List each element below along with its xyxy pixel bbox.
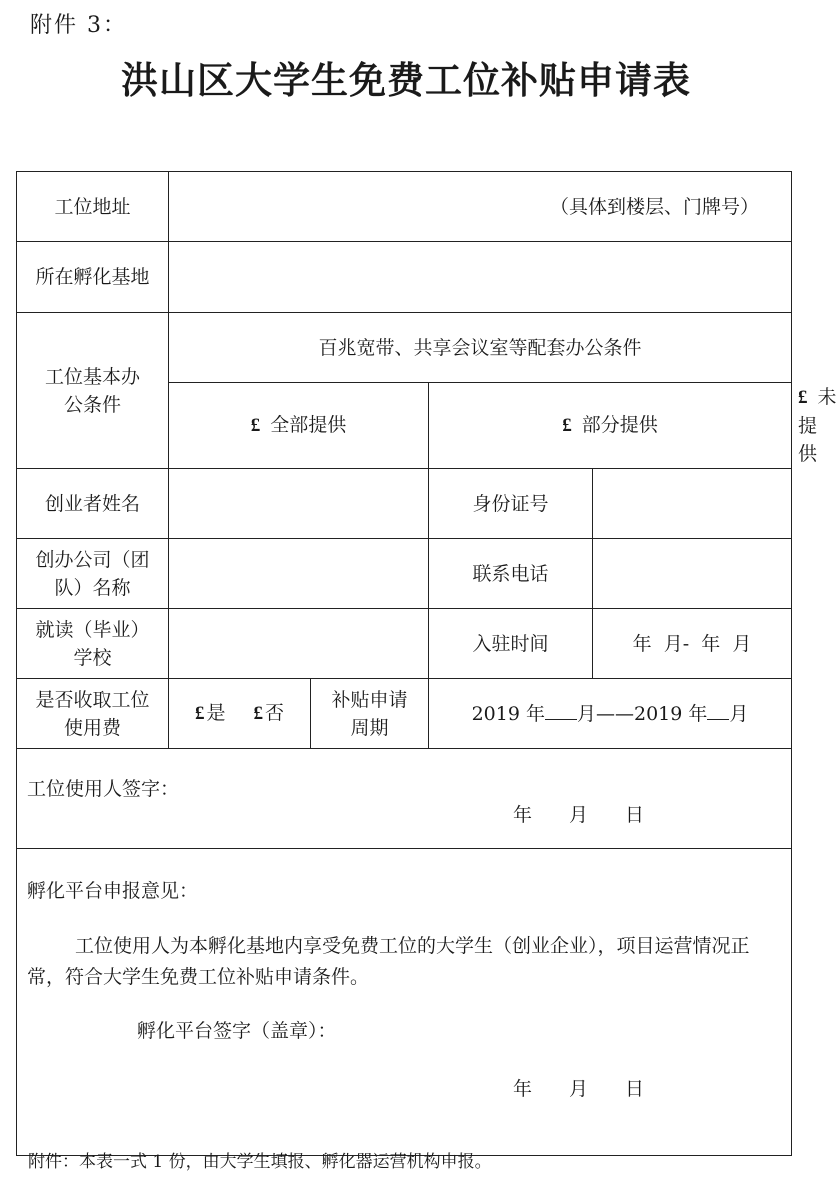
- row-workstation-address: [17, 172, 792, 242]
- option-partially-provided[interactable]: [429, 383, 792, 469]
- fee-label: [17, 679, 169, 749]
- fee-options: [169, 679, 311, 749]
- subsidy-period-label: [311, 679, 429, 749]
- workstation-address-label: 工位地址: [17, 172, 169, 242]
- office-conditions-description: 百兆宽带、共享会议室等配套办公条件: [169, 313, 792, 383]
- blank-end-month[interactable]: [707, 701, 729, 720]
- checkbox-icon[interactable]: £: [562, 415, 572, 436]
- fee-label-text: 是否收取工位使用费: [35, 688, 150, 739]
- user-signature-cell[interactable]: [17, 749, 792, 849]
- fee-no-label: 否: [265, 702, 285, 724]
- id-number-label: 身份证号: [429, 469, 593, 539]
- footnote: 附件：本表一式 1 份，由大学生填报、孵化器运营机构申报。: [28, 1152, 492, 1172]
- subsidy-period-label-text: 补贴申请周期: [331, 688, 408, 739]
- platform-opinion-date: [513, 1075, 681, 1103]
- workstation-address-hint: （具体到楼层、门牌号）: [550, 195, 760, 218]
- company-name-label: [17, 539, 169, 609]
- founder-name-field[interactable]: [169, 469, 429, 539]
- incubation-base-field[interactable]: [169, 242, 792, 313]
- blank-start-month[interactable]: [545, 701, 577, 720]
- office-conditions-label-text: 工位基本办公条件: [44, 365, 140, 416]
- subsidy-end-month: 月: [729, 702, 749, 725]
- platform-opinion-label: 孵化平台申报意见：: [27, 880, 199, 902]
- application-form-table: [16, 171, 837, 1156]
- row-office-conditions: [17, 313, 792, 383]
- company-name-label-text: 创办公司（团队）名称: [35, 548, 150, 599]
- form-title: 洪山区大学生免费工位补贴申请表: [121, 58, 691, 102]
- attachment-label: 附件 3：: [30, 13, 127, 38]
- row-incubation-base: [17, 242, 792, 313]
- phone-field[interactable]: [593, 539, 792, 609]
- row-user-signature: [17, 749, 792, 849]
- row-school: [17, 609, 792, 679]
- option-label: 未提供: [798, 386, 837, 465]
- office-conditions-label: [17, 313, 169, 469]
- incubation-base-label: 所在孵化基地: [17, 242, 169, 313]
- fee-no-option[interactable]: [254, 702, 285, 724]
- platform-opinion-text: 工位使用人为本孵化基地内享受免费工位的大学生（创业企业），项目运营情况正常，符合大学生免费工位补贴申请条件。: [27, 935, 750, 988]
- date-year: 年: [513, 1078, 533, 1100]
- date-day: 日: [625, 1078, 645, 1100]
- school-label: [17, 609, 169, 679]
- option-all-provided[interactable]: [169, 383, 429, 469]
- checkbox-icon[interactable]: £: [253, 703, 264, 724]
- school-field[interactable]: [169, 609, 429, 679]
- founder-name-label: 创业者姓名: [17, 469, 169, 539]
- move-in-field[interactable]: 年 月- 年 月: [593, 609, 792, 679]
- subsidy-start-year: 2019 年: [471, 702, 545, 725]
- date-month: 月: [569, 1078, 589, 1100]
- platform-opinion-cell[interactable]: [17, 849, 792, 1156]
- user-signature-date: [513, 801, 681, 829]
- date-month: 月: [569, 804, 589, 826]
- row-platform-opinion: [17, 849, 792, 1156]
- platform-stamp-label: 孵化平台签字（盖章）：: [137, 1020, 337, 1042]
- fee-yes-option[interactable]: [195, 702, 226, 724]
- move-in-label: 入驻时间: [429, 609, 593, 679]
- row-company: [17, 539, 792, 609]
- checkbox-icon[interactable]: £: [798, 387, 808, 408]
- option-label: 部分提供: [581, 414, 658, 436]
- checkbox-icon[interactable]: £: [250, 415, 261, 436]
- subsidy-period-field[interactable]: [429, 679, 792, 749]
- row-fee: [17, 679, 792, 749]
- phone-label: 联系电话: [429, 539, 593, 609]
- subsidy-end-year: 月——2019 年: [577, 702, 708, 725]
- date-day: 日: [625, 804, 645, 826]
- school-label-text: 就读（毕业）学校: [35, 618, 150, 669]
- company-name-field[interactable]: [169, 539, 429, 609]
- user-signature-label: 工位使用人签字：: [27, 778, 180, 800]
- workstation-address-field[interactable]: [169, 172, 792, 242]
- fee-yes-label: 是: [206, 702, 226, 724]
- checkbox-icon[interactable]: £: [194, 703, 205, 724]
- date-year: 年: [513, 804, 533, 826]
- row-founder: [17, 469, 792, 539]
- id-number-field[interactable]: [593, 469, 792, 539]
- option-label: 全部提供: [270, 414, 347, 436]
